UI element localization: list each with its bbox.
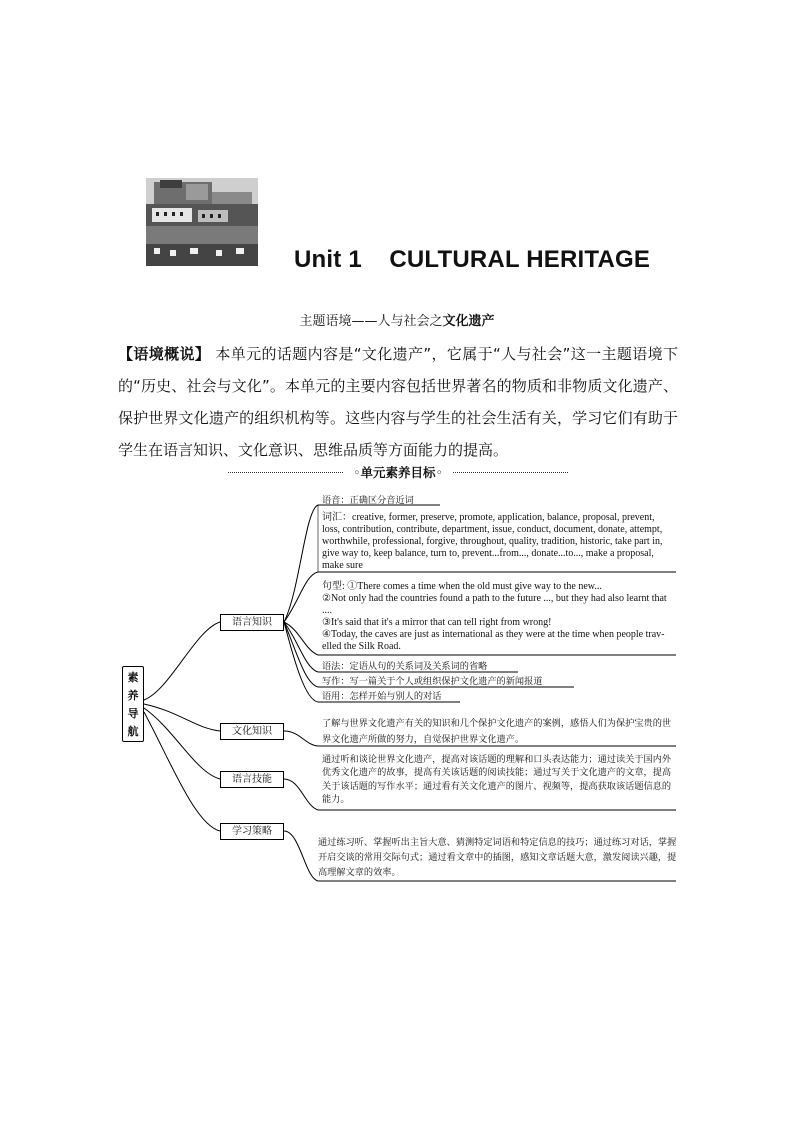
leaf-cultural-knowledge: 了解与世界文化遗产有关的知识和几个保护文化遗产的案例，感悟人们为保护宝贵的世界文化遗产所做的努力，自觉保护世界文化遗产。 bbox=[322, 718, 672, 745]
leaf-language-skills: 通过听和谈论世界文化遗产，提高对该话题的理解和口头表达能力；通过读关于国内外优秀文化遗产的故事，提高有关该话题的阅读技能；通过写关于文化遗产的文章，提高关于该话题的写作水平；通过看有关文化遗产的图片、视频等，提高获取该话题信息的能力。 bbox=[322, 754, 672, 806]
connector-lang-sent bbox=[284, 622, 318, 655]
root-char-1: 素 bbox=[127, 671, 139, 684]
leaf-phonetics: 语音：正确区分音近词 bbox=[322, 495, 414, 506]
context-overview-text: 本单元的话题内容是“文化遗产”，它属于“人与社会”这一主题语境下的“历史、社会与文化”。本单元的主要内容包括世界著名的物质和非物质文化遗产、保护世界文化遗产的组织机构等。这些内容与学生的社会生活有关，学习它们有助于学生在语言知识、文化意识、思维品质等方面能力的提高。 bbox=[118, 345, 678, 459]
branch-language-knowledge: 语言知识 bbox=[220, 614, 284, 631]
leaf-pragmatics: 语用：怎样开始与别人的对话 bbox=[322, 691, 442, 702]
branch-language-skills: 语言技能 bbox=[220, 771, 284, 788]
leaf-grammar: 语法：定语从句的关系词及关系词的省略 bbox=[322, 661, 488, 672]
theme-prefix: 主题语境——人与社会之 bbox=[299, 314, 443, 329]
leaf-learning-strategies: 通过练习听、掌握听出主旨大意、猜测特定词语和特定信息的技巧；通过练习对话，掌握开启交谈的常用交际句式；通过看文章中的插图，感知文章话题大意，激发阅读兴趣，提高理解文章的效率。 bbox=[318, 837, 677, 878]
connector-root-language bbox=[144, 622, 220, 700]
connector-strategy-text bbox=[284, 831, 318, 881]
connector-root-skills bbox=[144, 708, 220, 779]
connector-lang-vocab bbox=[284, 572, 318, 622]
connector-skills-text bbox=[284, 779, 318, 810]
branch-cultural-knowledge: 文化知识 bbox=[220, 723, 284, 740]
connector-lang-phon bbox=[284, 505, 318, 622]
root-char-3: 导 bbox=[127, 707, 139, 720]
leaf-vocabulary: 词汇：creative, former, preserve, promote, application, balance, proposal, prevent, loss, contribution, contribute, department, issue, conduct, document, donate, attempt, worthwhile, professional, forgive, throughout, quality, tradition, historic, take part in, give way to, keep balance, turn to, prevent...from..., donate...to..., make a proposal, make sure bbox=[322, 512, 663, 571]
branch-learning-strategies: 学习策略 bbox=[220, 823, 284, 840]
connector-root-strategy bbox=[144, 712, 220, 831]
unit-goals-title: ◦单元素养目标◦ bbox=[353, 465, 443, 480]
unit-label: Unit 1 bbox=[294, 246, 362, 273]
mindmap-root bbox=[122, 666, 144, 742]
unit-name: CULTURAL HERITAGE bbox=[389, 246, 651, 273]
leaf-writing: 写作：写一篇关于个人或组织保护文化遗产的新闻报道 bbox=[322, 676, 543, 687]
sentence-pattern-3: ③It's said that it's a mirror that can tell right from wrong! bbox=[322, 617, 552, 628]
unit-goals-title-text: 单元素养目标 bbox=[360, 465, 436, 480]
sentence-pattern-1: 句型: ①There comes a time when the old must give way to the new... bbox=[322, 581, 602, 592]
root-char-2: 养 bbox=[127, 689, 139, 702]
context-overview-tag: 【语境概说】 bbox=[118, 345, 211, 363]
sentence-pattern-2: ②Not only had the countries found a path to the future ..., but they had also learnt that .... bbox=[322, 593, 667, 616]
root-char-4: 航 bbox=[127, 725, 139, 738]
leaf-sentence-patterns bbox=[322, 581, 676, 653]
sentence-pattern-4: ④Today, the caves are just as international as they were at the time when people trav-elled the Silk Road. bbox=[322, 629, 665, 652]
theme-topic: 文化遗产 bbox=[442, 314, 495, 329]
connector-culture-text bbox=[284, 731, 318, 746]
